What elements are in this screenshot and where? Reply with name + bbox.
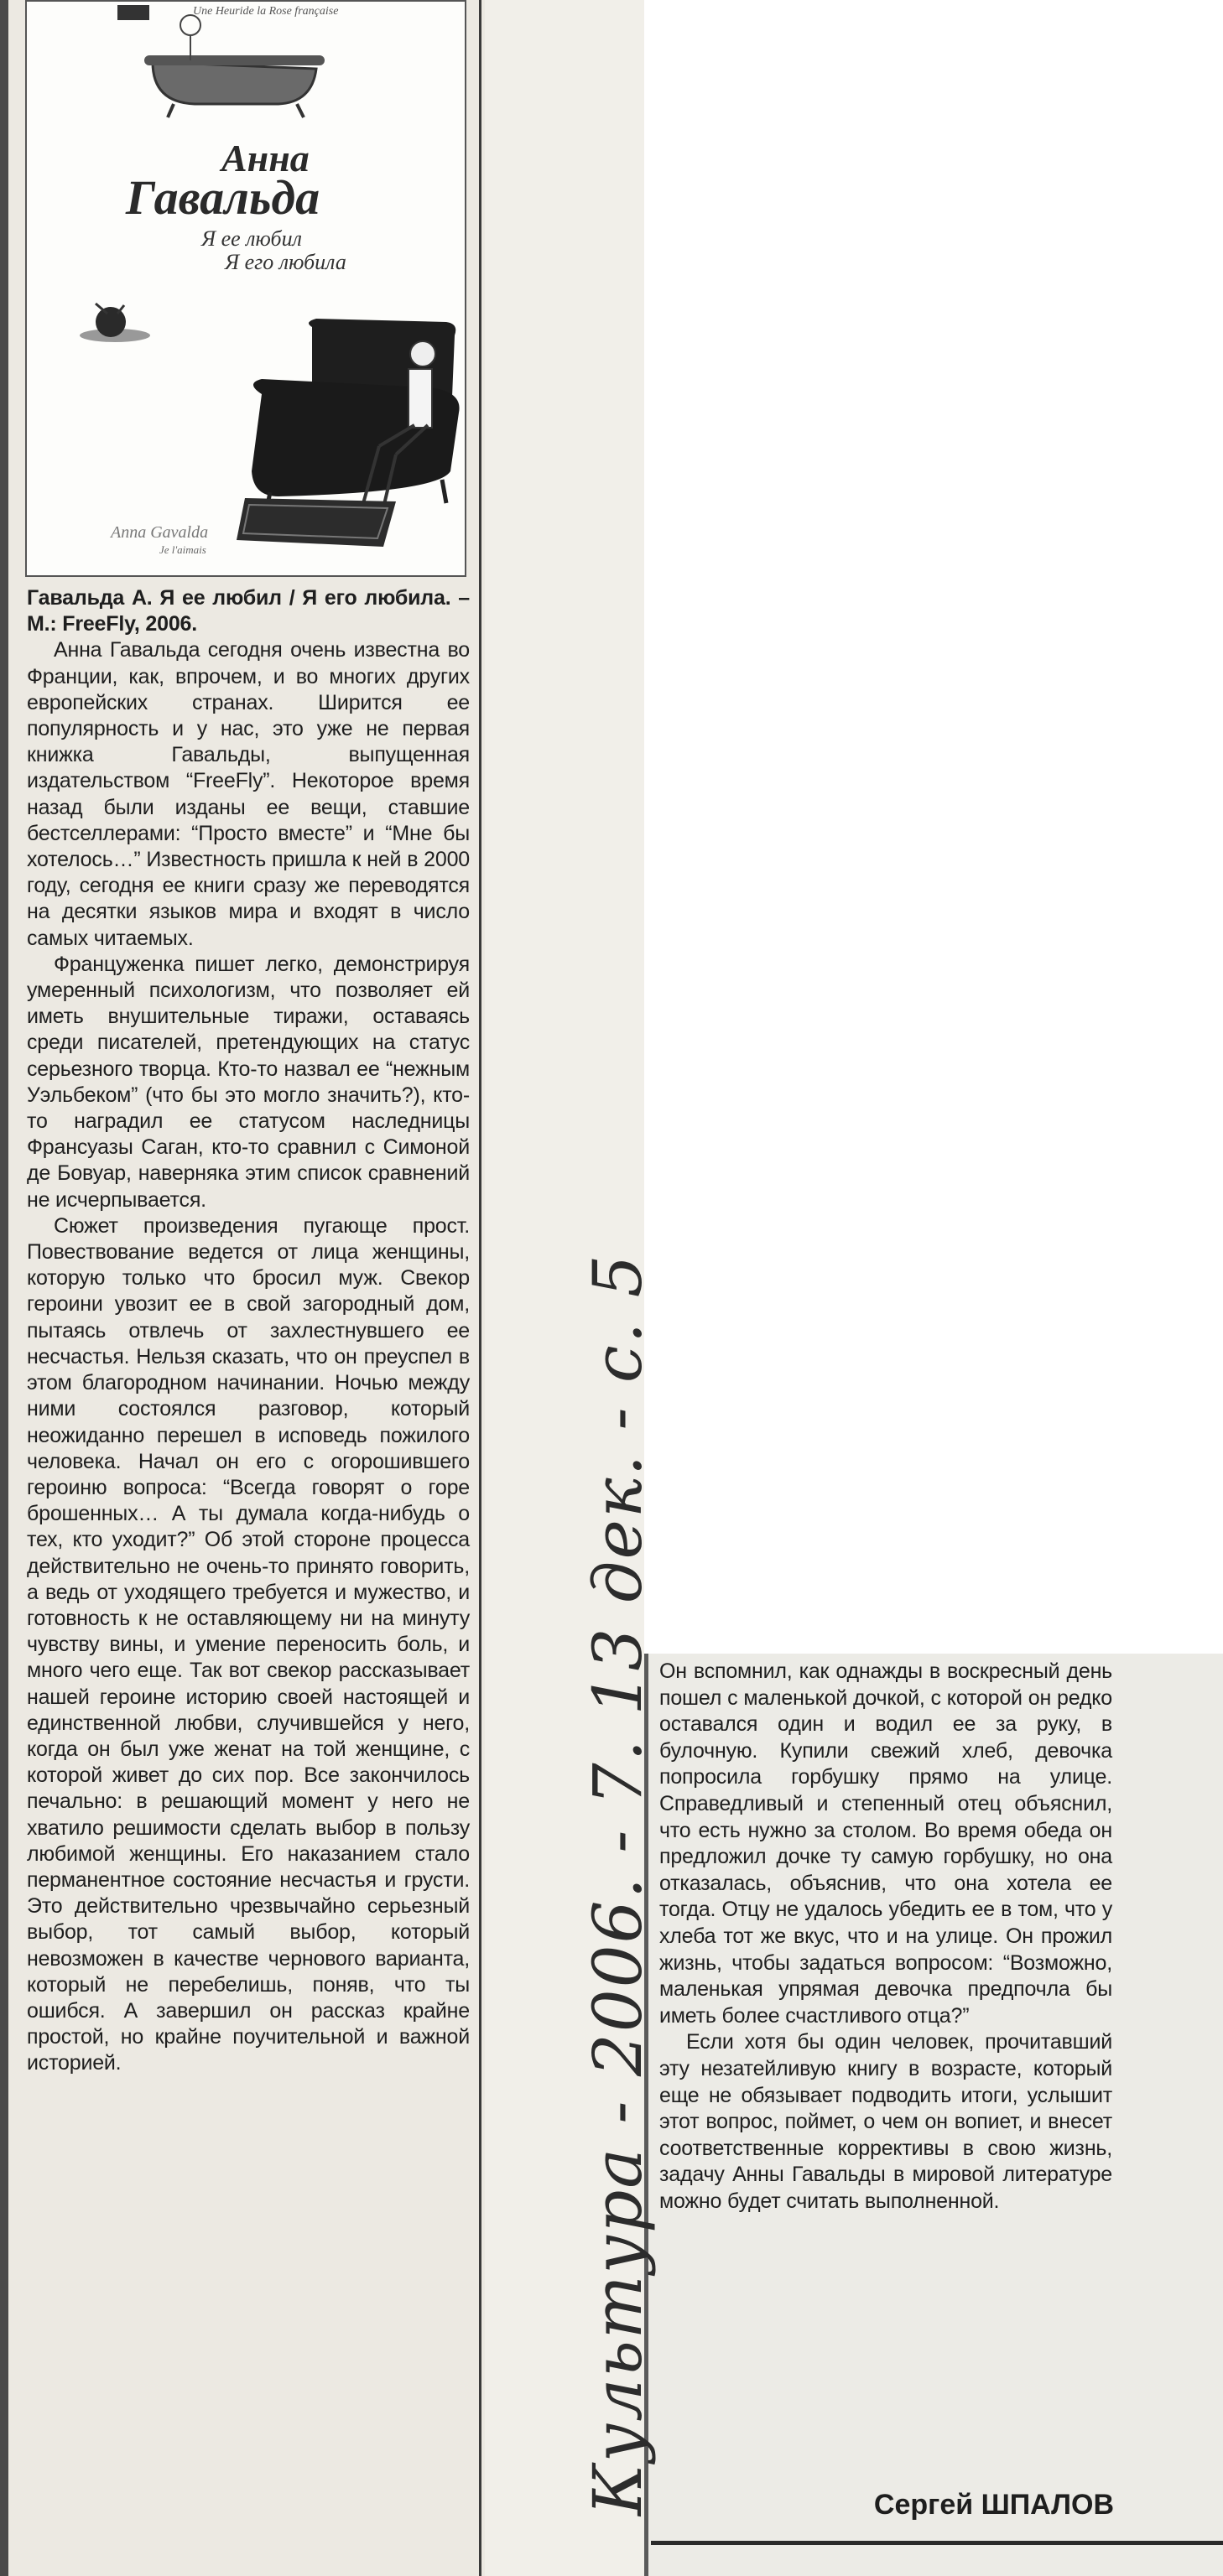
review-article-continuation (659, 1659, 1112, 2215)
column-rule (479, 0, 481, 2576)
handwritten-source-note: Культура - 2006. - 7. 13 дек. - с. 5 (579, 1253, 657, 2516)
cover-author-last-name: Гавальда (126, 170, 320, 225)
left-edge-shadow (0, 0, 8, 2576)
cover-title-line-1: Я ее любил (201, 226, 302, 251)
bottom-rule (651, 2541, 1223, 2545)
article-paragraph: Если хотя бы один человек, прочитавший эту незатейливую книгу в возрасте, который еще не обязывает подводить итоги, услышит этот вопрос, поймет, о чем он вопиет, и внесет соответственные коррективы в свою жизнь, задачу Анны Гавальды в мировой литературе можно будет считать выполненной. (659, 2030, 1112, 2213)
article-paragraph: Анна Гавальда сегодня очень известна во Франции, как, впрочем, и во многих других европейских странах. Ширится ее популярность и у нас, это уже не первая книжка Гавальды, выпущенная издательством “FreeFly”. Некоторое время назад были изданы ее вещи, ставшие бестселлерами: “Просто вместе” и “Мне бы хотелось…” Известность пришла к ней в 2000 году, сегодня ее книги сразу же переводятся на десятки языков мира и входят в число самых читаемых. (27, 638, 470, 950)
cover-author-first-name: Анна (221, 137, 310, 179)
cover-title-line-2: Я его любила (225, 250, 346, 274)
cover-original-title: Je l'aimais (159, 543, 206, 556)
article-paragraph: Сюжет произведения пугающе прост. Повествование ведется от лица женщины, которую только что бросил муж. Свекор героини увозит ее в свой загородный дом, пытаясь отвлечь от захлестнувшего ее несчастья. Нельзя сказать, что он преуспел в этом благородном начинании. Ночью между ними состоялся разговор, который неожиданно перешел в исповедь пожилого человека. Начал он его с огорошившего героиню вопроса: “Всегда говорят о горе брошенных… А ты думала когда-нибудь о тех, кто уходит?” Об этой стороне процесса действительно не очень-то принято говорить, а ведь от уходящего требуется и мужество, и готовность к не оставляющему ни на минуту чувству вины, и умение переносить боль, и много чего еще. Так вот свекор рассказывает нашей героине историю своей настоящей и единственной любви, случившейся у него, когда он был уже женат на той женщине, с которой живет до сих пор. Все закончилось печально: в решающий момент у него не хватило решимости сделать выбор в пользу любимой женщины. Его наказанием стало перманентное состояние несчастья и грусти. Это действительно чрезвычайно серьезный выбор, тот самый выбор, который невозможен в качестве чернового варианта, который не перебелишь, поняв, что ты ошибся. А завершил он рассказ крайне простой, но крайне поучительной и важной историей. (27, 1213, 470, 2075)
cover-illustration (27, 2, 466, 577)
review-article (27, 585, 470, 2077)
book-citation-heading: Гавальда А. Я ее любил / Я его любила. – М.: FreeFly, 2006. (27, 586, 470, 636)
cover-original-author: Anna Gavalda (111, 523, 209, 542)
book-cover (25, 0, 466, 577)
series-badge (117, 5, 149, 20)
cover-series-line: Une Heuride la Rose française (193, 5, 339, 18)
article-paragraph: Он вспомнил, как однажды в воскресный день пошел с маленькой дочкой, с которой он редко оставался один и водил ее за руку, в булочную. Купили свежий хлеб, девочка попросила горбушку прямо на улице. Справедливый и степенный отец объяснил, что есть нужно за столом. Во время обеда он предложил дочке ту самую горбушку, но она отказалась, объяснив, что она хотела ее тогда. Отцу не удалось убедить ее в том, что у хлеба тот же вкус, что и на улице. Он прожил жизнь, чтобы задаться вопросом: “Возможно, маленькая упрямая девочка предпочла бы иметь более счастливого отца?” (659, 1659, 1112, 2028)
article-paragraph: Француженка пишет легко, демонстрируя умеренный психологизм, что позволяет ей иметь внушительные тиражи, оставаясь среди писателей, претендующих на статус серьезного творца. Кто-то назвал ее “нежным Уэльбеком” (что бы это могло значить?), кто-то наградил ее статусом наследницы Франсуазы Саган, кто-то сравнил с Симоной де Бовуар, наверняка этим список сравнений не исчерпывается. (27, 952, 470, 1212)
author-signature: Сергей ШПАЛОВ (873, 2489, 1114, 2521)
